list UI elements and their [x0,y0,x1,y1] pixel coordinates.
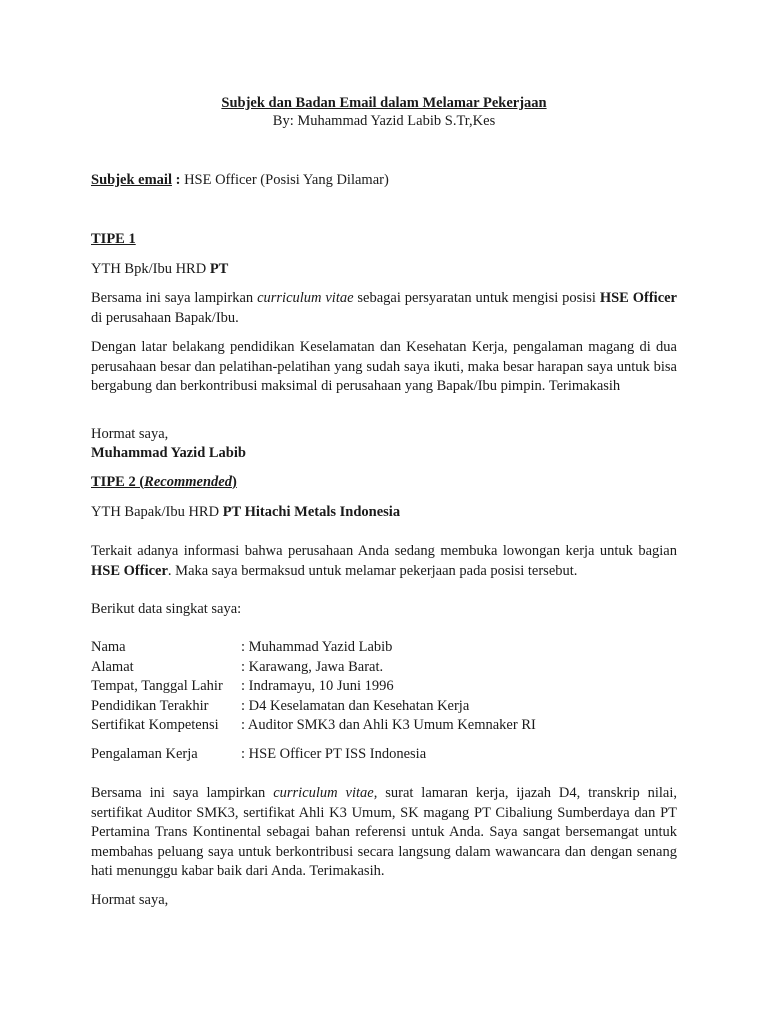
document-title: Subjek dan Badan Email dalam Melamar Pekerjaan [221,95,547,111]
subject-separator: : [171,172,185,188]
tipe2-data-intro: Berikut data singkat saya: [91,601,242,617]
tipe2-company: PT Hitachi Metals Indonesia [222,504,401,520]
document-byline: By: Muhammad Yazid Labib S.Tr,Kes [272,113,496,129]
tipe1-greeting: YTH Bpk/Ibu HRD PT [91,261,229,277]
subject-value: HSE Officer (Posisi Yang Dilamar) [184,172,389,188]
tipe2-paragraph-2: Bersama ini saya lampirkan curriculum vitae, surat lamaran kerja, ijazah D4, transkrip nilai, sertifikat Auditor SMK3, sertifikat Ahli K3 Umum, SK magang PT Cibaliung Sumberdaya dan PT Pertamina Trans Kontinental sebagai bahan referensi untuk Anda. Saya sangat bersemangat untuk membahas peluang saya untuk berkontribusi secara langsung dalam wawancara dan dengan senang hati menunggu kabar baik dari Anda. Terimakasih. [91,785,677,879]
tipe2-greeting: YTH Bapak/Ibu HRD PT Hitachi Metals Indonesia [91,504,401,520]
tipe2-closing: Hormat saya, [91,892,169,908]
data-row-alamat: Alamat : Karawang, Jawa Barat. [91,658,384,675]
tipe1-paragraph-2: Dengan latar belakang pendidikan Keselamatan dan Kesehatan Kerja, pengalaman magang di dua perusahaan besar dan pelatihan-pelatihan yang sudah saya ikuti, maka besar harapan saya untuk bisa bergabung dan berkontribusi maksimal di perusahaan yang Bapak/Ibu pimpin. Terimakasih [91,339,677,394]
tipe1-closing: Hormat saya, [91,426,169,442]
tipe2-heading: TIPE 2 (Recommended) [91,474,237,490]
subject-label: Subjek email [91,172,172,188]
tipe2-paragraph-1: Terkait adanya informasi bahwa perusahaan Anda sedang membuka lowongan kerja untuk bagian HSE Officer. Maka saya bermaksud untuk melamar pekerjaan pada posisi tersebut. [91,543,677,579]
personal-data-list [91,638,677,736]
data-row-ttl: Tempat, Tanggal Lahir : Indramayu, 10 Juni 1996 [91,678,394,694]
tipe1-heading: TIPE 1 [91,231,136,247]
tipe1-signature-name: Muhammad Yazid Labib [91,445,246,461]
data-row-pengalaman: Pengalaman Kerja : HSE Officer PT ISS Indonesia [91,746,427,762]
data-row-sertifikat: Sertifikat Kompetensi : Auditor SMK3 dan Ahli K3 Umum Kemnaker RI [91,717,536,733]
data-row-nama: Nama : Muhammad Yazid Labib [91,639,393,655]
tipe1-paragraph-1: Bersama ini saya lampirkan curriculum vitae sebagai persyaratan untuk mengisi posisi HSE Officer di perusahaan Bapak/Ibu. [91,290,677,326]
data-row-pendidikan: Pendidikan Terakhir : D4 Keselamatan dan Kesehatan Kerja [91,697,470,714]
tipe1-company: PT [209,261,229,277]
recommended-label: Recommended [144,474,232,490]
email-subject-line [91,171,677,191]
